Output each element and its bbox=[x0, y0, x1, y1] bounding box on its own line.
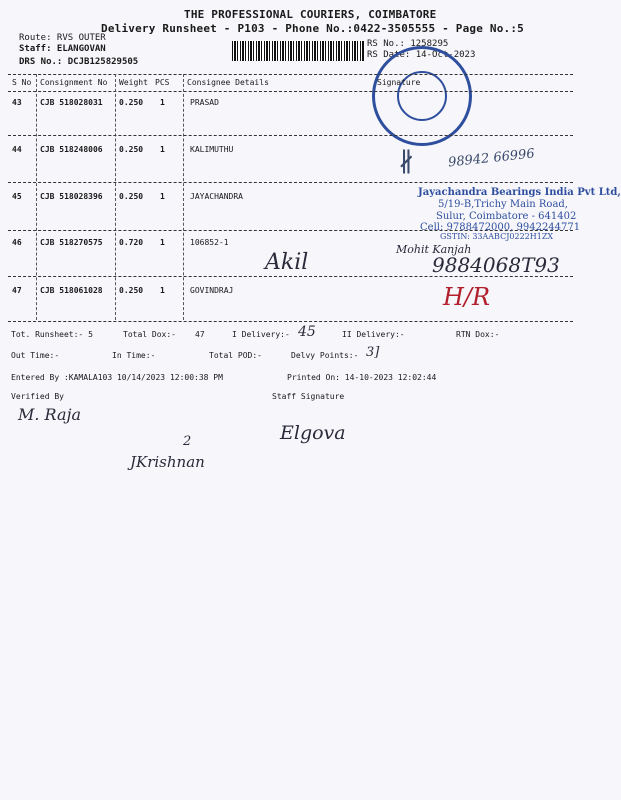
handwritten-note: H/R bbox=[443, 283, 491, 311]
row-pcs: 1 bbox=[160, 98, 165, 107]
total-dox-label: Total Dox:- bbox=[123, 330, 176, 339]
company-title: THE PROFESSIONAL COURIERS, COIMBATORE bbox=[184, 8, 437, 21]
handwritten-phone: 98942 66996 bbox=[447, 146, 536, 171]
handwritten-name: Mohit Kanjah bbox=[396, 243, 472, 256]
stamp-line4: Cell: 9788472000, 9942244771 bbox=[420, 222, 581, 233]
row-sno: 43 bbox=[12, 98, 22, 107]
row-consignment: CJB 518248006 bbox=[40, 145, 103, 154]
col-sno: S No bbox=[12, 78, 32, 87]
row-sno: 47 bbox=[12, 286, 22, 295]
verified-signature: M. Raja bbox=[18, 405, 82, 424]
staff-signature: Elgova bbox=[280, 422, 346, 444]
row-consignment: CJB 518028031 bbox=[40, 98, 103, 107]
rs-date: RS Date: 14-Oct-2023 bbox=[367, 50, 476, 60]
row-consignee: 106852-1 bbox=[190, 238, 229, 247]
row-consignee: KALIMUTHU bbox=[190, 145, 234, 154]
entered-by: Entered By :KAMALA103 10/14/2023 12:00:38 PM bbox=[11, 373, 223, 382]
staff: Staff: ELANGOVAN bbox=[19, 44, 106, 54]
row-pcs: 1 bbox=[160, 192, 165, 201]
row-consignee: JAYACHANDRA bbox=[190, 192, 243, 201]
stamp-line3: Sulur, Coimbatore - 641402 bbox=[436, 211, 577, 222]
delvy-points-label: Delvy Points:- bbox=[291, 351, 359, 360]
row-sno: 44 bbox=[12, 145, 22, 154]
col-consignment: Consignment No bbox=[40, 78, 108, 87]
in-time-label: In Time:- bbox=[112, 351, 156, 360]
total-dox-value: 47 bbox=[195, 330, 205, 339]
col-signature: Signature bbox=[377, 78, 421, 87]
row-consignment: CJB 518028396 bbox=[40, 192, 103, 201]
barcode bbox=[232, 41, 364, 61]
col-pcs: PCS bbox=[155, 78, 170, 87]
row-pcs: 1 bbox=[160, 238, 165, 247]
row-weight: 0.250 bbox=[119, 98, 144, 107]
courier-seal bbox=[372, 46, 472, 146]
handwritten-mark: ∦ bbox=[398, 148, 415, 178]
row-sno: 45 bbox=[12, 192, 22, 201]
tot-runsheet: Tot. Runsheet:- 5 bbox=[11, 330, 93, 339]
stamp-line1: Jayachandra Bearings India Pvt Ltd, bbox=[418, 187, 621, 198]
rtn-dox-label: RTN Dox:- bbox=[456, 330, 500, 339]
handwritten-signature: Akil bbox=[265, 250, 309, 275]
row-consignment: CJB 518270575 bbox=[40, 238, 103, 247]
verified-by-label: Verified By bbox=[11, 392, 64, 401]
runsheet-title: Delivery Runsheet - P103 - Phone No.:0422-3505555 - Page No.:5 bbox=[101, 22, 524, 35]
ii-delivery-label: II Delivery:- bbox=[342, 330, 405, 339]
stamp-line5: GSTIN: 33AABCJ0222H1ZX bbox=[440, 232, 554, 241]
out-time-label: Out Time:- bbox=[11, 351, 60, 360]
total-pod-label: Total POD:- bbox=[209, 351, 262, 360]
row-sno: 46 bbox=[12, 238, 22, 247]
row-pcs: 1 bbox=[160, 145, 165, 154]
row-consignment: CJB 518061028 bbox=[40, 286, 103, 295]
stamp-line2: 5/19-B,Trichy Main Road, bbox=[438, 199, 568, 210]
second-signature: JKrishnan bbox=[130, 453, 205, 471]
rs-number: RS No.: 1258295 bbox=[367, 39, 449, 49]
row-weight: 0.250 bbox=[119, 145, 144, 154]
row-weight: 0.720 bbox=[119, 238, 144, 247]
row-consignee: PRASAD bbox=[190, 98, 219, 107]
row-pcs: 1 bbox=[160, 286, 165, 295]
printed-on: Printed On: 14-10-2023 12:02:44 bbox=[287, 373, 437, 382]
i-delivery-label: I Delivery:- bbox=[232, 330, 290, 339]
signature-mark: 2 bbox=[183, 434, 192, 449]
row-weight: 0.250 bbox=[119, 286, 144, 295]
row-consignee: GOVINDRAJ bbox=[190, 286, 234, 295]
i-delivery-hand: 45 bbox=[298, 324, 316, 340]
delvy-points-hand: 3] bbox=[366, 345, 380, 360]
staff-signature-label: Staff Signature bbox=[272, 392, 345, 401]
col-weight: Weight bbox=[119, 78, 148, 87]
row-weight: 0.250 bbox=[119, 192, 144, 201]
route: Route: RVS OUTER bbox=[19, 33, 106, 43]
handwritten-phone: 9884068T93 bbox=[432, 253, 560, 277]
col-consignee: Consignee Details bbox=[187, 78, 269, 87]
drs-number: DRS No.: DCJB125829505 bbox=[19, 57, 139, 67]
